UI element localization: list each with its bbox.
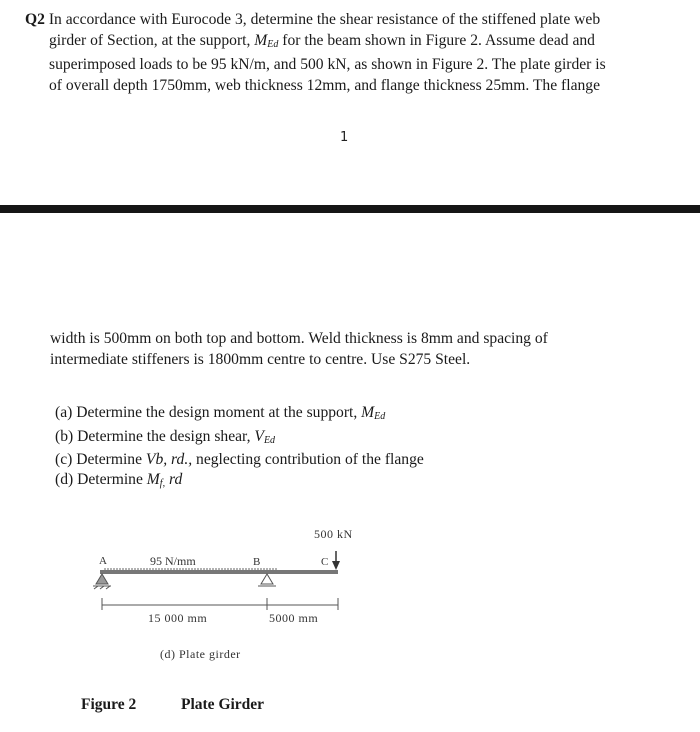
question-line-4: of overall depth 1750mm, web thickness 12mm, and flange thickness 25mm. The flange <box>49 76 601 94</box>
diagram-caption: (d) Plate girder <box>160 647 241 661</box>
med-subscript: Ed <box>267 38 279 50</box>
load-arrow-head <box>332 561 340 570</box>
page-divider <box>0 205 700 213</box>
med-symbol: M <box>254 31 268 49</box>
span-2-label: 5000 mm <box>269 611 319 625</box>
question-number: Q2 <box>25 11 45 28</box>
question-line-1: Q2 In accordance with Eurocode 3, determine the shear resistance of the stiffened plate web <box>25 11 601 28</box>
support-b <box>258 574 276 586</box>
point-b-label: B <box>253 556 261 568</box>
support-a <box>93 574 111 589</box>
continuation-line-1: width is 500mm on both top and bottom. Weld thickness is 8mm and spacing of <box>50 330 548 347</box>
continuation-line-2: intermediate stiffeners is 1800mm centre to centre. Use S275 Steel. <box>50 350 471 368</box>
load-label: 500 kN <box>314 527 353 541</box>
figure-label: Figure 2 <box>81 696 137 713</box>
girder-diagram <box>80 515 380 675</box>
point-c-label: C <box>321 556 329 568</box>
question-text <box>25 10 685 96</box>
task-list <box>55 403 424 493</box>
point-a-label: A <box>99 555 107 567</box>
beam <box>100 570 338 574</box>
task-b: (b) Determine the design shear, $V_{Ed}$ <box>55 427 276 446</box>
task-c: (c) Determine Vb, rd., neglecting contribution of the flange <box>55 451 424 468</box>
question-line-2: girder of Section, at the support, $M_{Ed}$ for the beam shown in Figure 2. Assume dead and <box>49 31 595 50</box>
dimension-lines <box>102 598 338 610</box>
page-number: 1 <box>340 130 349 145</box>
task-d: (d) Determine $M_{f,}$ rd <box>55 470 183 489</box>
span-1-label: 15 000 mm <box>148 611 208 625</box>
question-continuation <box>50 329 670 370</box>
task-a: (a) Determine the design moment at the support, $M_{Ed}$ <box>55 404 386 422</box>
udl-label: 95 N/mm <box>150 554 196 568</box>
figure-title: Plate Girder <box>181 696 265 713</box>
question-line-3: superimposed loads to be 95 kN/m, and 500 kN, as shown in Figure 2. The plate girder is <box>49 56 606 73</box>
